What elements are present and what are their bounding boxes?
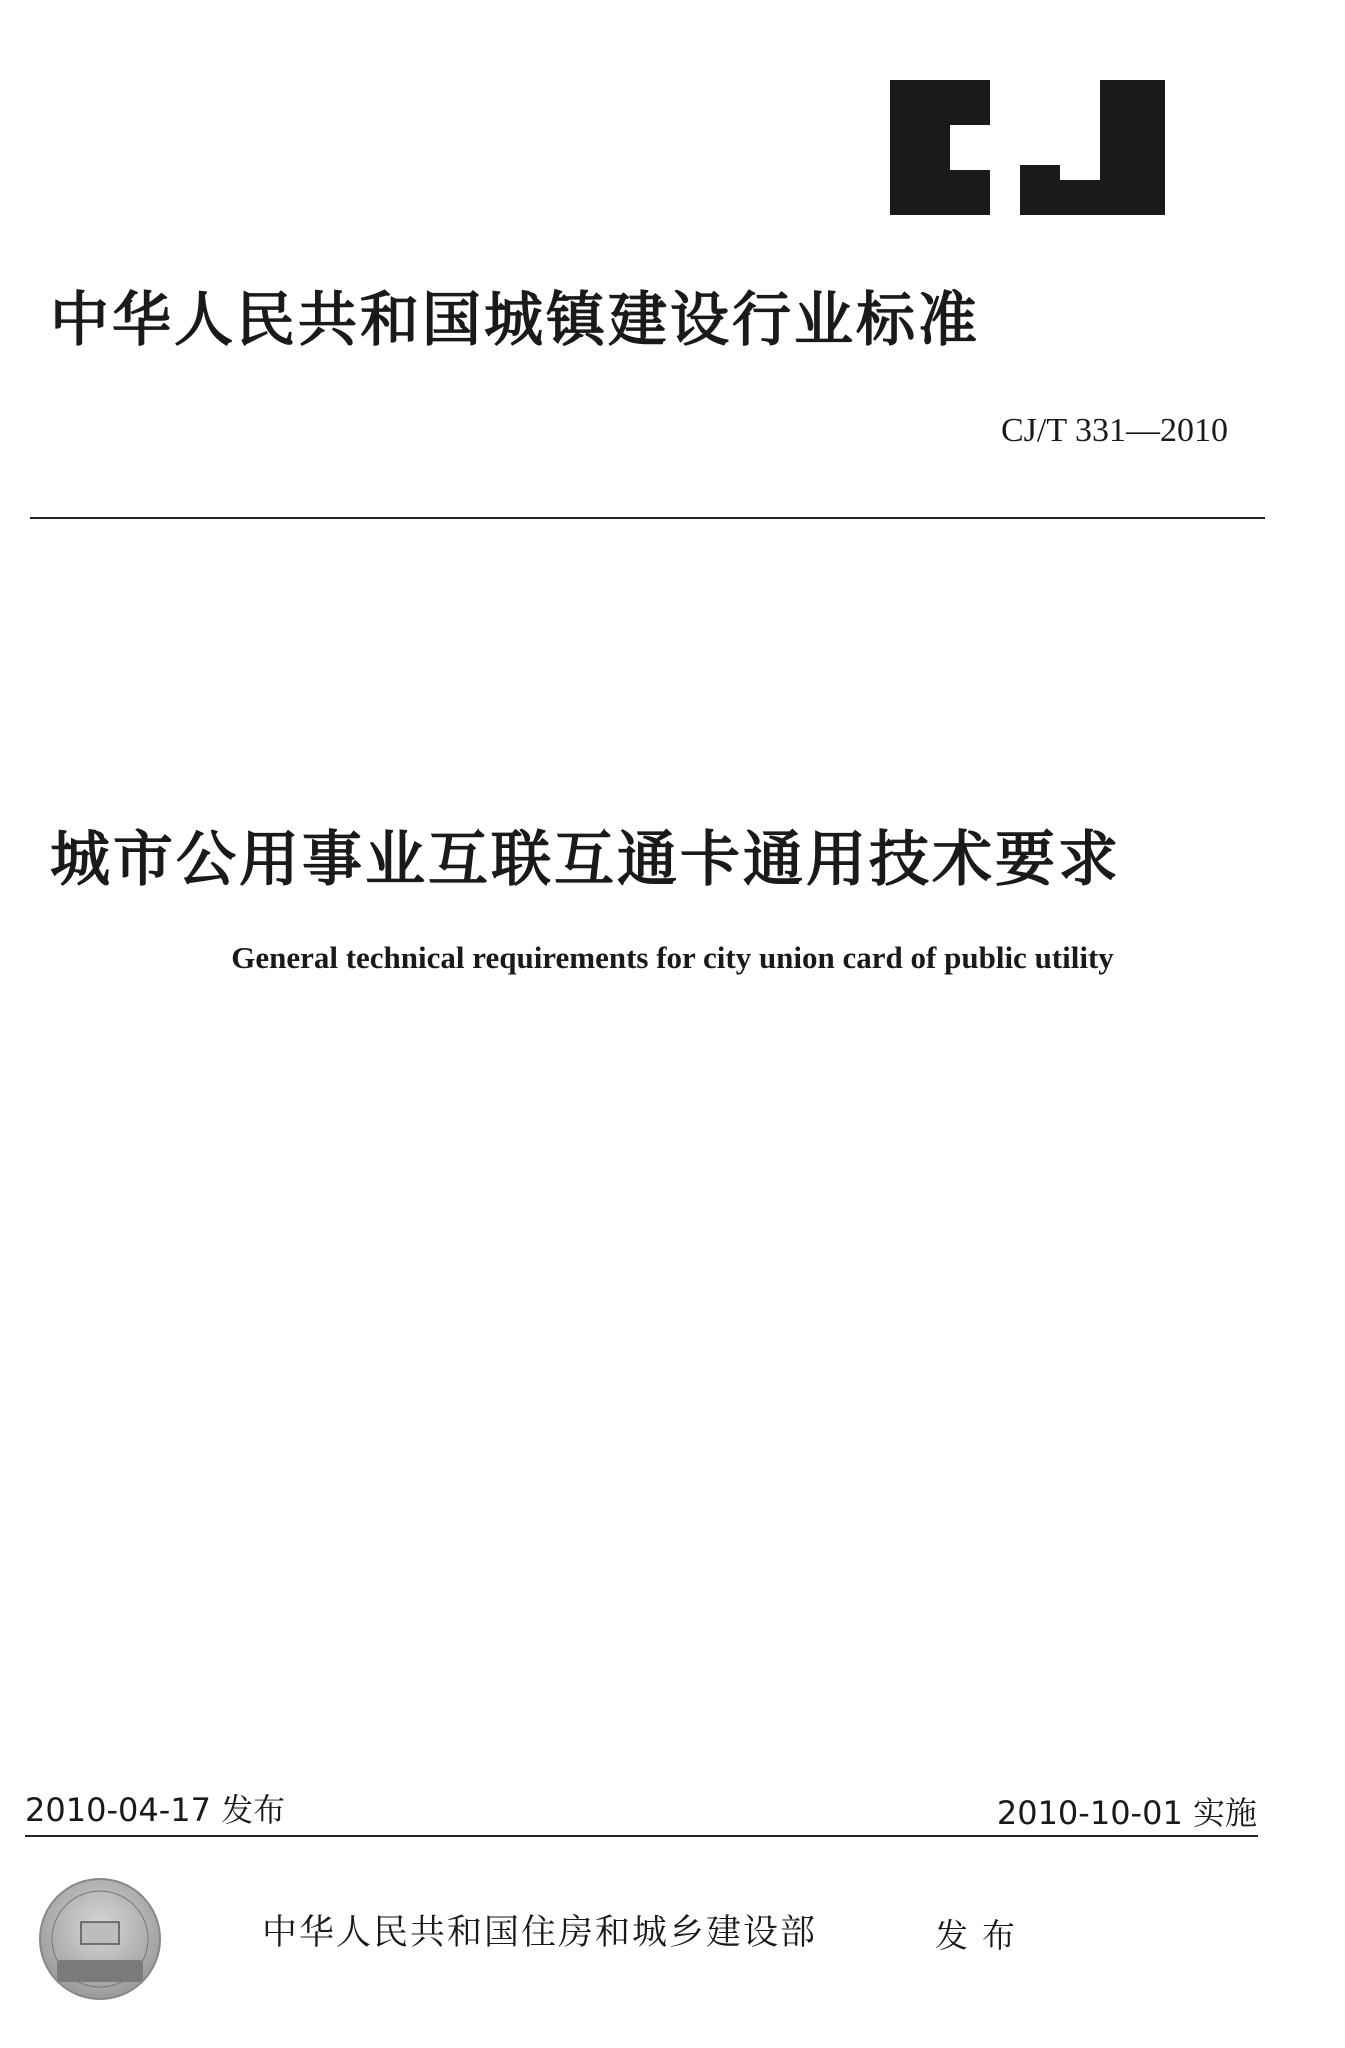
issue-label: 发布 xyxy=(935,1916,1029,1955)
issue-date: 2010-04-17 发布 xyxy=(25,1791,286,1829)
english-title: General technical requirements for city union card of public utility xyxy=(231,940,1114,975)
cj-logo xyxy=(880,70,1180,220)
standard-number: CJ/T 331—2010 xyxy=(1000,412,1228,449)
implementation-date: 2010-10-01 实施 xyxy=(996,1794,1257,1832)
issuing-authority: 中华人民共和国住房和城乡建设部 xyxy=(262,1913,818,1953)
anti-counterfeit-seal xyxy=(37,1876,163,2002)
main-title: 城市公用事业互联互通卡通用技术要求 xyxy=(50,825,1121,895)
category-title: 中华人民共和国城镇建设行业标准 xyxy=(50,285,981,354)
logo-letter-j xyxy=(1020,80,1165,215)
top-divider xyxy=(30,517,1265,519)
logo-letter-c xyxy=(890,80,990,215)
bottom-divider xyxy=(25,1835,1258,1837)
